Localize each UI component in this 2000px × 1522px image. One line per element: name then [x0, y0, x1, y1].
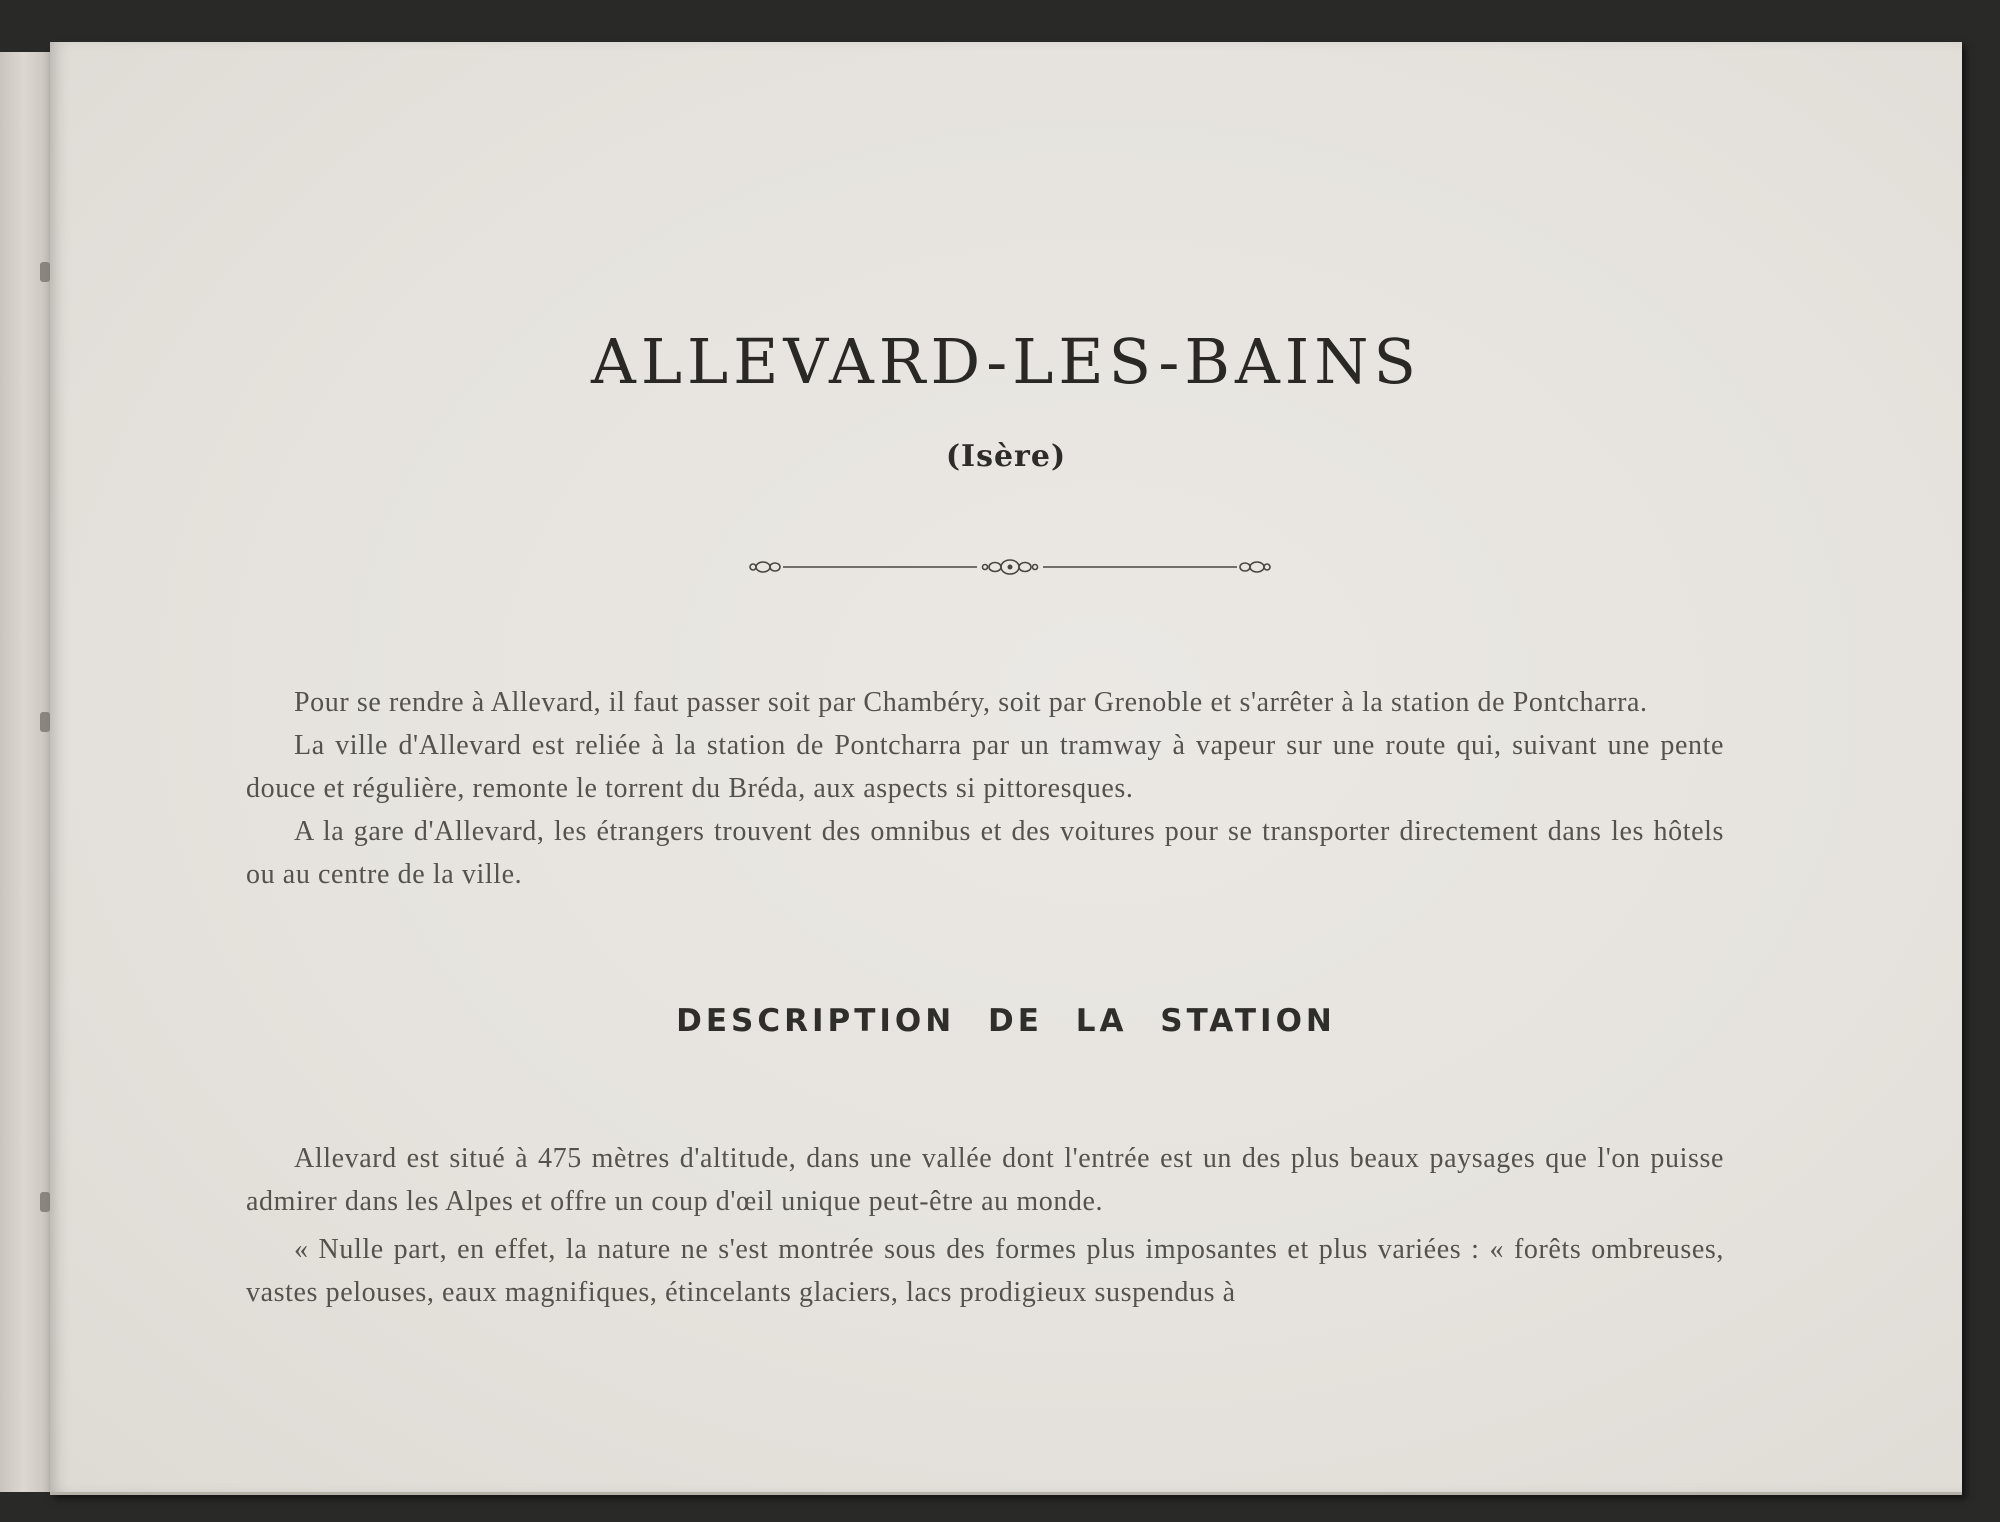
section-heading: DESCRIPTION DE LA STATION: [676, 1003, 1336, 1039]
intro-paragraph: A la gare d'Allevard, les étrangers trouvent des omnibus et des voitures pour se transporter directement dans les hôtels ou au centre de la ville.: [246, 816, 1724, 890]
ornamental-divider-icon: [745, 554, 1275, 580]
left-page-edge: [0, 52, 54, 1492]
intro-text-block: [246, 681, 1724, 896]
section-text-block: [246, 1137, 1724, 1314]
section-paragraph: Allevard est situé à 475 mètres d'altitude, dans une vallée dont l'entrée est un des plus beaux paysages que l'on puisse admirer dans les Alpes et offre un coup d'œil unique peut-être au monde.: [246, 1143, 1724, 1217]
intro-paragraph: Pour se rendre à Allevard, il faut passer soit par Chambéry, soit par Grenoble et s'arrêter à la station de Pontcharra.: [294, 687, 1648, 718]
binding-staple: [40, 1192, 50, 1212]
page-subtitle: (Isère): [945, 439, 1067, 474]
section-quote-paragraph: « Nulle part, en effet, la nature ne s'est montrée sous des formes plus imposantes et plus variées : « forêts ombreuses, vastes pelouses, eaux magnifiques, étincelants glaciers, lacs prodigieux suspendus à: [246, 1234, 1724, 1308]
page-title: ALLEVARD-LES-BAINS: [591, 325, 1421, 398]
document-page: [50, 42, 1962, 1495]
binding-staple: [40, 262, 50, 282]
binding-staple: [40, 712, 50, 732]
intro-paragraph: La ville d'Allevard est reliée à la station de Pontcharra par un tramway à vapeur sur une route qui, suivant une pente douce et régulière, remonte le torrent du Bréda, aux aspects si pittoresques.: [246, 730, 1724, 804]
